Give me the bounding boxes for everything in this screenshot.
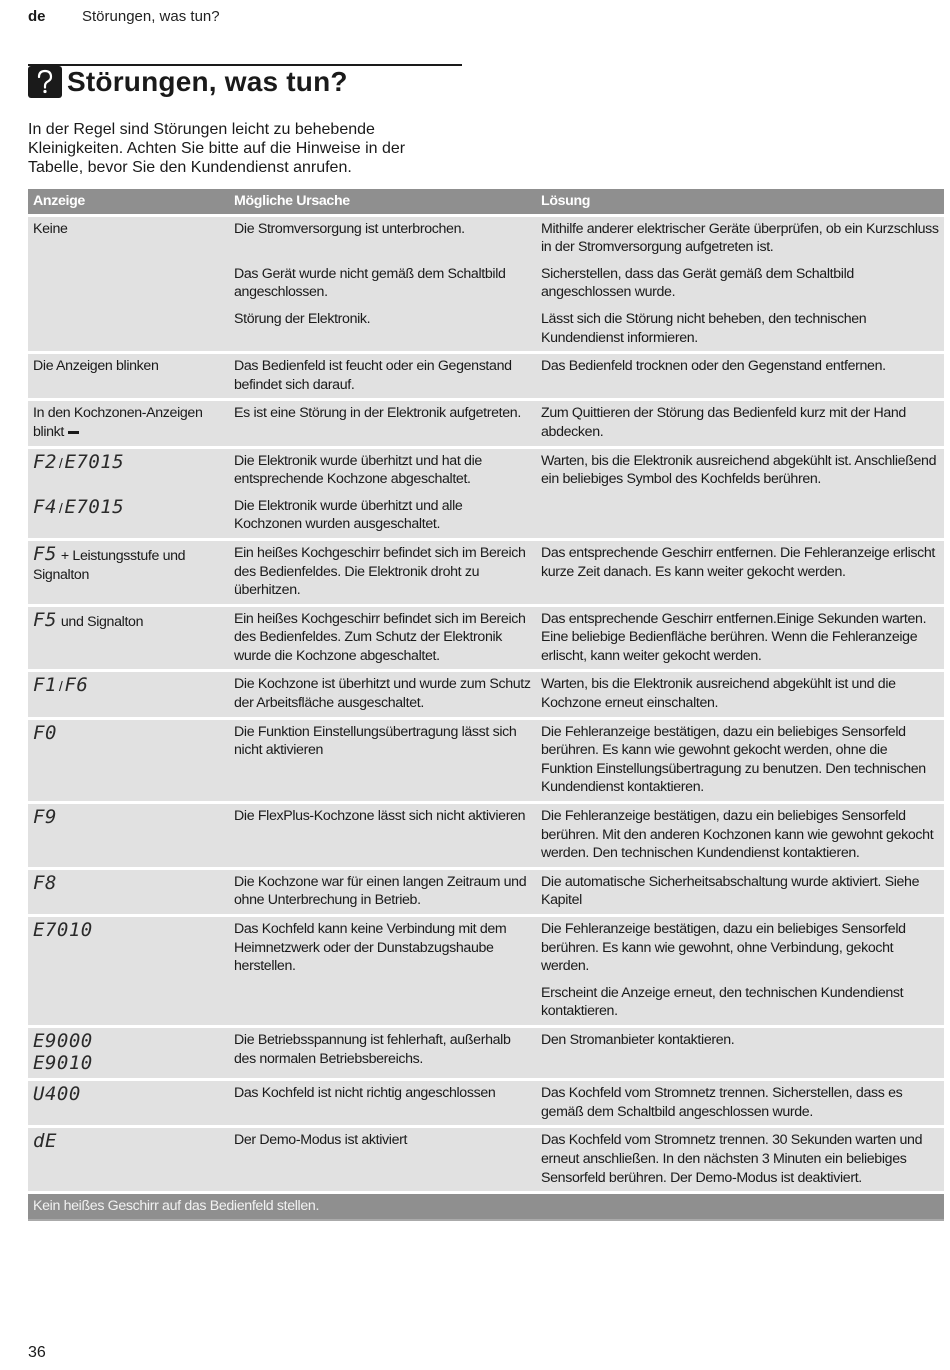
error-code: F8 <box>33 871 57 894</box>
error-code: F2 <box>33 450 57 473</box>
table-header-row <box>28 189 944 215</box>
display-cell <box>28 916 229 1027</box>
question-icon <box>28 66 62 98</box>
table-row <box>28 868 944 915</box>
display-text: und Signalton <box>60 613 144 630</box>
table-row <box>28 447 944 493</box>
table-row <box>28 1127 944 1193</box>
solution-cell: Das entsprechende Geschirr entfernen.Einige Sekunden warten. Eine beliebige Bedienfläche berühren. Wenn die Fehleranzeige erlischt, kann weiter gekocht werden. <box>536 605 944 671</box>
column-header-solution: Lösung <box>536 189 944 215</box>
error-code: F1 <box>33 674 57 697</box>
cause-cell: Das Kochfeld kann keine Verbindung mit dem Heimnetzwerk oder der Dunstabzugshaube herstellen. <box>229 916 536 1027</box>
table-row <box>28 215 944 261</box>
error-code: E7015 <box>64 495 125 518</box>
display-cell <box>28 1026 229 1079</box>
table-row <box>28 1026 944 1079</box>
troubleshooting-table <box>28 189 944 1221</box>
solution-cell: Sicherstellen, dass das Gerät gemäß dem Schaltbild angeschlossen wurde. <box>536 261 944 306</box>
display-cell: Die Anzeigen blinken <box>28 353 229 400</box>
display-cell: F4 / E7015 <box>28 493 229 540</box>
solution-cell: Lässt sich die Störung nicht beheben, den technischen Kundendienst informieren. <box>536 306 944 353</box>
solution-cell: Erscheint die Anzeige erneut, den technischen Kundendienst kontaktieren. <box>536 980 944 1027</box>
solution-cell: Warten, bis die Elektronik ausreichend abgekühlt ist und die Kochzone erneut einschalten. <box>536 671 944 718</box>
table-row <box>28 605 944 671</box>
display-cell <box>28 718 229 802</box>
display-cell: Keine <box>28 215 229 353</box>
cause-cell: Die Funktion Einstellungsübertragung lässt sich nicht aktivieren <box>229 718 536 802</box>
table-row <box>28 916 944 980</box>
display-cell <box>28 1080 229 1127</box>
table-row <box>28 671 944 718</box>
intro-paragraph: In der Regel sind Störungen leicht zu behebende Kleinigkeiten. Achten Sie bitte auf die Hinweise in der Tabelle, bevor Sie den Kundendienst anrufen. <box>28 121 406 176</box>
page-number: 36 <box>28 1344 46 1361</box>
error-code: E7015 <box>64 450 125 473</box>
column-header-cause: Mögliche Ursache <box>229 189 536 215</box>
cause-cell: Das Gerät wurde nicht gemäß dem Schaltbild angeschlossen. <box>229 261 536 306</box>
table-row <box>28 1080 944 1127</box>
cause-cell: Die Kochzone ist überhitzt und wurde zum Schutz der Arbeitsfläche ausgeschaltet. <box>229 671 536 718</box>
error-code: F4 <box>33 495 57 518</box>
display-text: + Leistungsstufe und Signalton <box>33 547 186 583</box>
error-code: E9000 <box>33 1029 93 1052</box>
error-code: F5 <box>33 608 57 631</box>
cause-cell: Ein heißes Kochgeschirr befindet sich im Bereich des Bedienfeldes. Die Elektronik droht zu überhitzen. <box>229 539 536 605</box>
cause-cell: Es ist eine Störung in der Elektronik aufgetreten. <box>229 400 536 447</box>
table-row <box>28 539 944 605</box>
cause-cell: Die Betriebsspannung ist fehlerhaft, außerhalb des normalen Betriebsbereichs. <box>229 1026 536 1079</box>
display-cell <box>28 539 229 605</box>
table-row <box>28 803 944 869</box>
solution-cell: Das Kochfeld vom Stromnetz trennen. Sicherstellen, dass es gemäß dem Schaltbild angeschlossen wurde. <box>536 1080 944 1127</box>
solution-cell: Das entsprechende Geschirr entfernen. Die Fehleranzeige erlischt kurze Zeit danach. Es kann weiter gekocht werden. <box>536 539 944 605</box>
solution-cell: Die Fehleranzeige bestätigen, dazu ein beliebiges Sensorfeld berühren. Mit den anderen Kochzonen kann wie gewohnt gekocht werden. Den technischen Kundendienst kontaktieren. <box>536 803 944 869</box>
solution-cell: Mithilfe anderer elektrischer Geräte überprüfen, ob ein Kurzschluss in der Stromversorgung aufgetreten ist. <box>536 215 944 261</box>
error-code: E9010 <box>33 1051 93 1074</box>
cause-cell: Ein heißes Kochgeschirr befindet sich im Bereich des Bedienfeldes. Zum Schutz der Elektronik wurde die Kochzone abgeschaltet. <box>229 605 536 671</box>
solution-cell: Die Fehleranzeige bestätigen, dazu ein beliebiges Sensorfeld berühren. Es kann wie gewohnt gekocht werden, ohne die Funktion Einstellungsübertragung zu benutzen. Den technischen Kundendienst kontaktieren. <box>536 718 944 802</box>
error-code: U400 <box>33 1083 81 1106</box>
cause-cell: Der Demo-Modus ist aktiviert <box>229 1127 536 1193</box>
solution-cell: Das Bedienfeld trocknen oder den Gegenstand entfernen. <box>536 353 944 400</box>
dash-symbol-icon <box>68 431 79 434</box>
page-title <box>28 66 348 98</box>
cause-cell: Die Elektronik wurde überhitzt und hat die entsprechende Kochzone abgeschaltet. <box>229 447 536 493</box>
display-cell <box>28 605 229 671</box>
display-cell <box>28 803 229 869</box>
column-header-display: Anzeige <box>28 189 229 215</box>
error-code: E7010 <box>33 919 93 941</box>
page-title-text: Störungen, was tun? <box>67 66 348 97</box>
error-code: F0 <box>33 721 57 744</box>
error-code: F6 <box>64 674 89 697</box>
display-text: In den Kochzonen-Anzeigen blinkt <box>33 405 203 440</box>
display-cell: F2 / E7015 <box>28 447 229 493</box>
error-code: dE <box>33 1130 57 1153</box>
solution-cell: Die Fehleranzeige bestätigen, dazu ein beliebiges Sensorfeld berühren. Es kann wie gewohnt, ohne Verbindung, gekocht werden. <box>536 916 944 980</box>
cause-cell: Störung der Elektronik. <box>229 306 536 353</box>
solution-cell: Zum Quittieren der Störung das Bedienfeld kurz mit der Hand abdecken. <box>536 400 944 447</box>
error-code: F5 <box>33 542 57 565</box>
table-row <box>28 718 944 802</box>
language-tag: de <box>28 8 46 25</box>
solution-cell: Die automatische Sicherheitsabschaltung wurde aktiviert. Siehe Kapitel <box>536 868 944 915</box>
table-footer-row <box>28 1193 944 1220</box>
display-cell <box>28 400 229 447</box>
table-row <box>28 400 944 447</box>
display-cell <box>28 1127 229 1193</box>
solution-cell: Das Kochfeld vom Stromnetz trennen. 30 Sekunden warten und erneut anschließen. In den nächsten 3 Minuten ein beliebiges Sensorfeld berühren. Der Demo-Modus ist deaktiviert. <box>536 1127 944 1193</box>
cause-cell: Das Bedienfeld ist feucht oder ein Gegenstand befindet sich darauf. <box>229 353 536 400</box>
running-title: Störungen, was tun? <box>82 8 220 25</box>
solution-cell: Den Stromanbieter kontaktieren. <box>536 1026 944 1079</box>
cause-cell: Das Kochfeld ist nicht richtig angeschlossen <box>229 1080 536 1127</box>
cause-cell: Die FlexPlus-Kochzone lässt sich nicht aktivieren <box>229 803 536 869</box>
error-code: F9 <box>33 806 57 829</box>
display-cell <box>28 868 229 915</box>
cause-cell: Die Stromversorgung ist unterbrochen. <box>229 215 536 261</box>
solution-cell: Warten, bis die Elektronik ausreichend abgekühlt ist. Anschließend ein beliebiges Symbol des Kochfelds berühren. <box>536 447 944 539</box>
table-footer-note: Kein heißes Geschirr auf das Bedienfeld stellen. <box>28 1193 944 1220</box>
display-cell: F1 / F6 <box>28 671 229 718</box>
cause-cell: Die Kochzone war für einen langen Zeitraum und ohne Unterbrechung in Betrieb. <box>229 868 536 915</box>
table-row <box>28 353 944 400</box>
cause-cell: Die Elektronik wurde überhitzt und alle Kochzonen wurden ausgeschaltet. <box>229 493 536 540</box>
running-header <box>28 8 220 25</box>
